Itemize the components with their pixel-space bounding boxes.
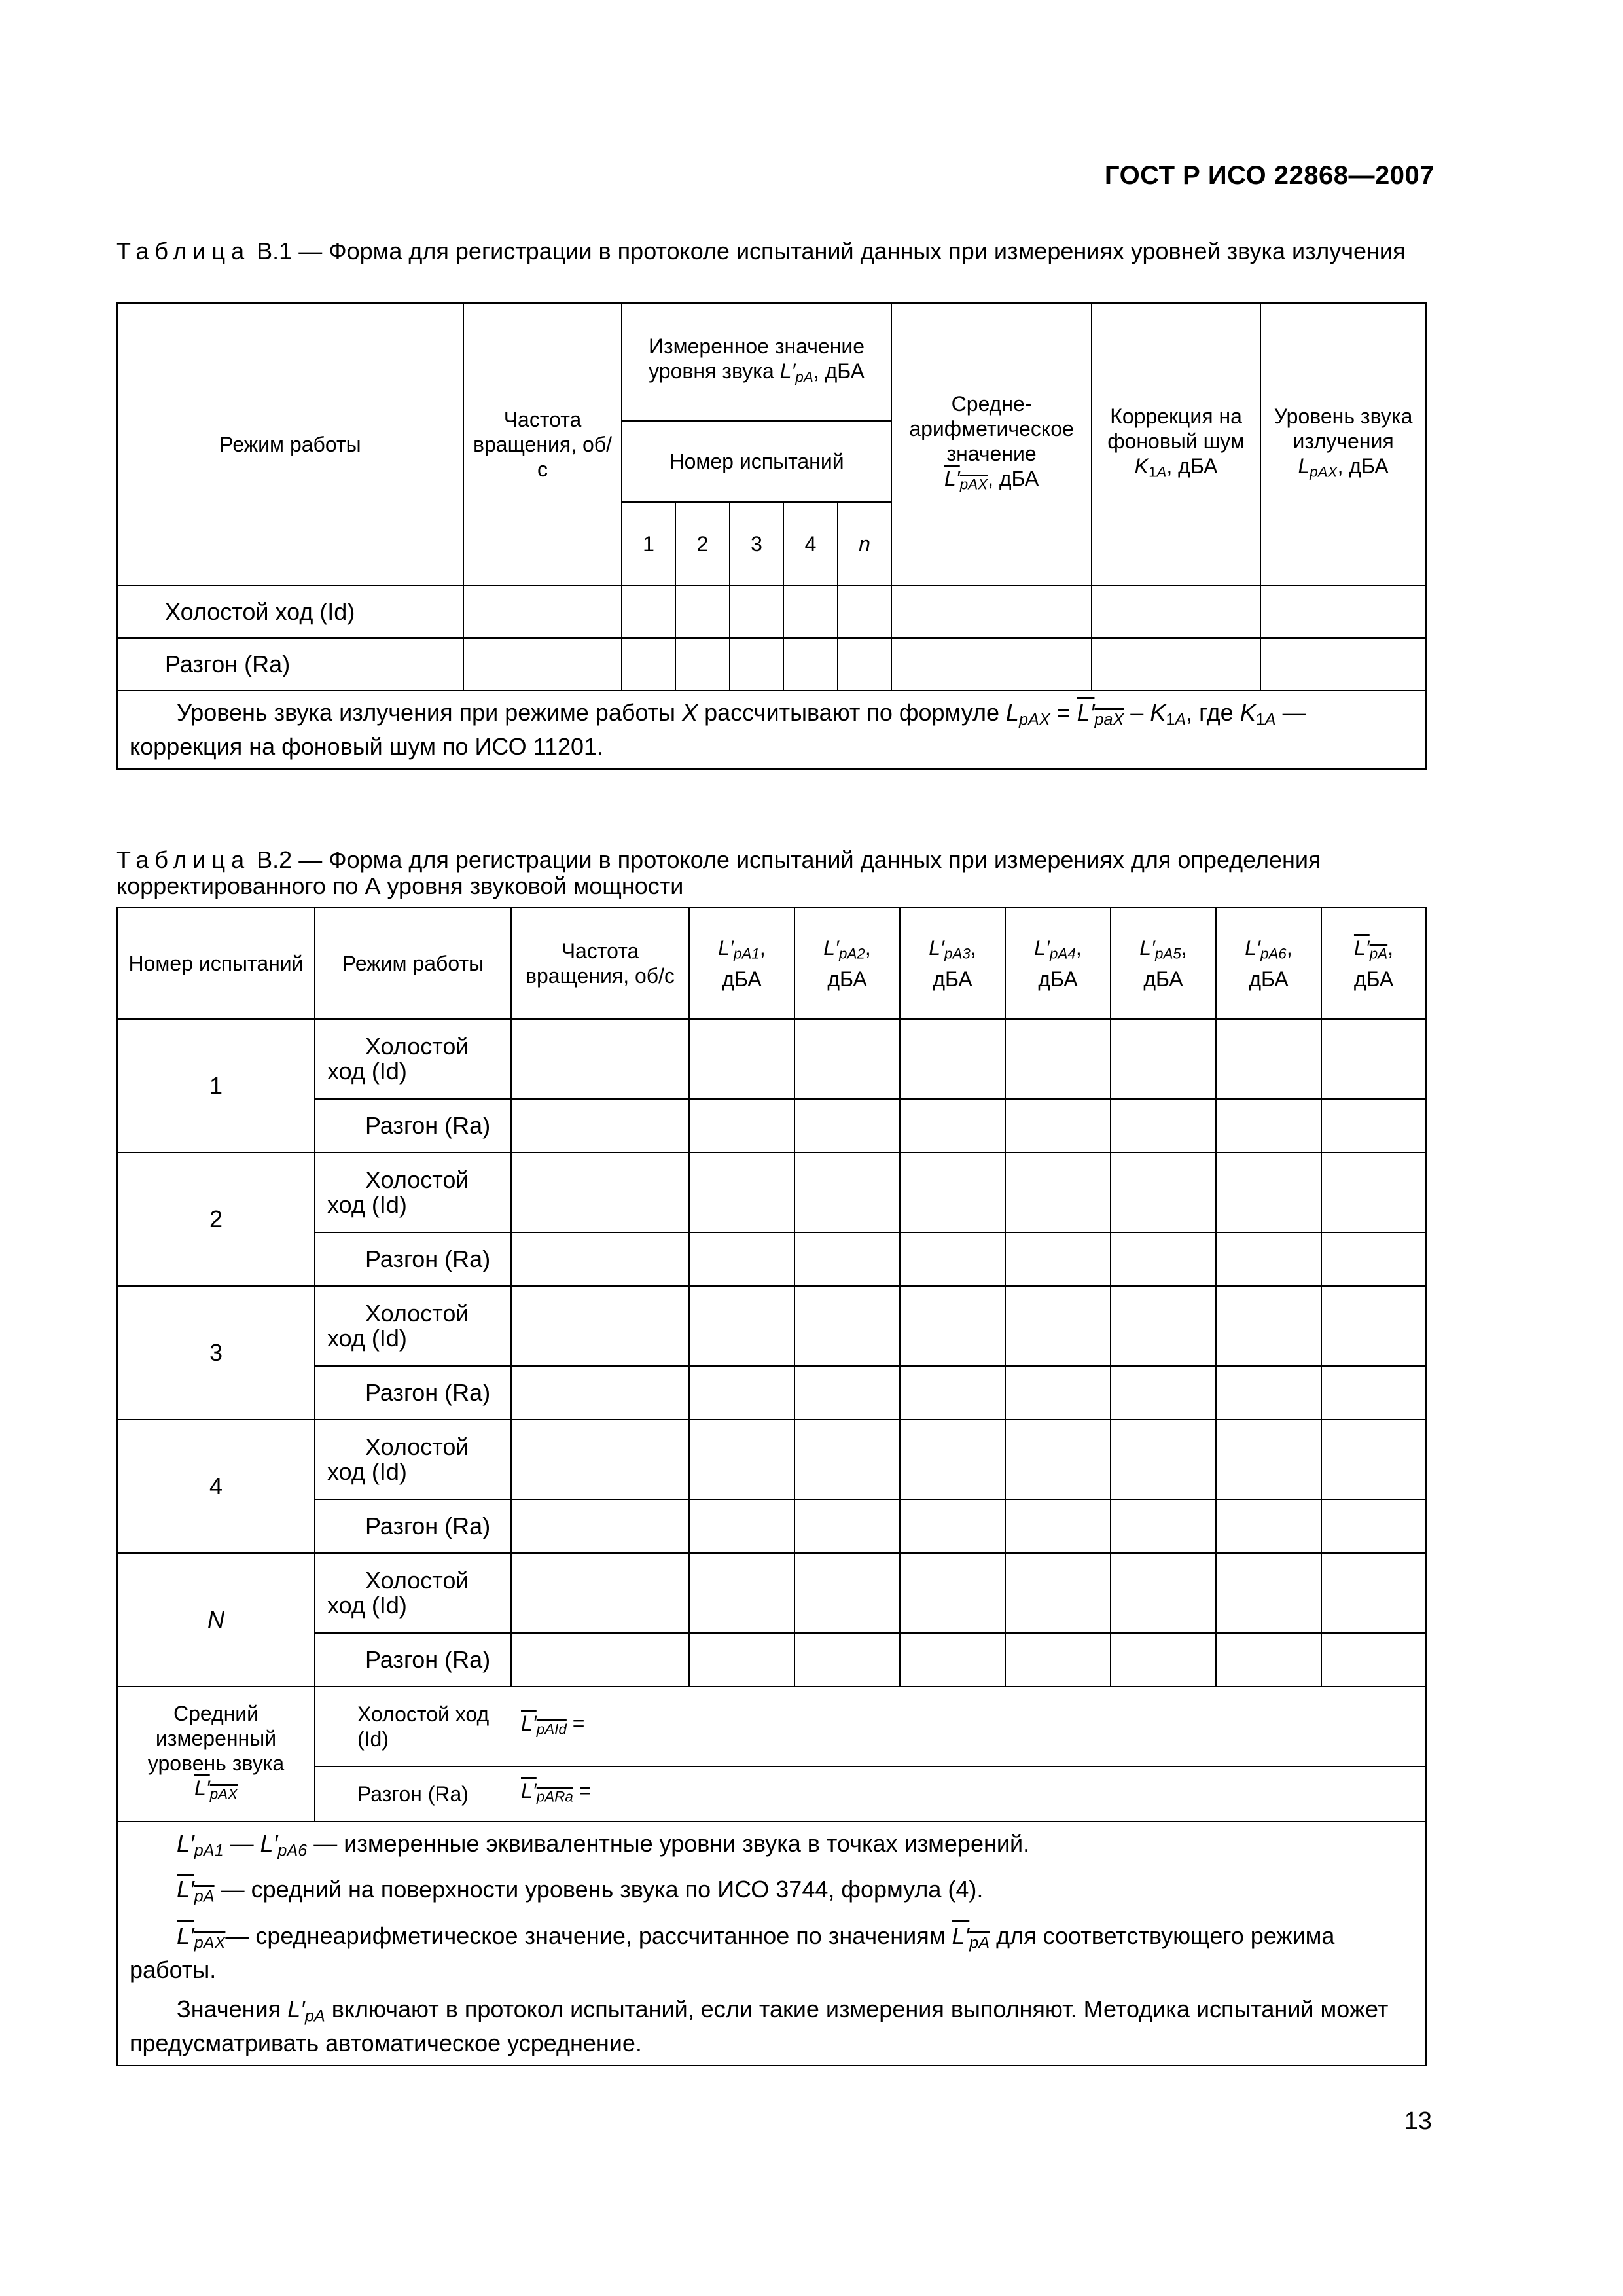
empty-cell xyxy=(1321,1633,1426,1687)
empty-cell xyxy=(689,1232,794,1286)
empty-cell xyxy=(1111,1099,1216,1153)
col-lpa2-header: $L'_{pA2}$, дБА xyxy=(794,908,900,1019)
col-lpa4-header: $L'_{pA4}$, дБА xyxy=(1005,908,1111,1019)
empty-cell xyxy=(689,1286,794,1366)
empty-cell xyxy=(1005,1099,1111,1153)
empty-cell xyxy=(689,1633,794,1687)
empty-cell xyxy=(511,1286,689,1366)
empty-cell xyxy=(1216,1286,1321,1366)
col-mean-header: Средне-арифметическое значение $L'_{pAX}$, дБА xyxy=(891,303,1092,586)
avg-ramp-formula: $L'_{pARa}$ = xyxy=(521,1779,592,1805)
empty-cell xyxy=(1005,1232,1111,1286)
empty-cell xyxy=(689,1153,794,1232)
col-frequency-header: Частота вращения, об/с xyxy=(463,303,622,586)
group-number-4: 4 xyxy=(117,1420,315,1553)
empty-cell xyxy=(1321,1420,1426,1499)
col-correction-header: Коррекция на фоновый шум $K_{1A}$, дБА xyxy=(1092,303,1260,586)
empty-cell xyxy=(1216,1153,1321,1232)
empty-cell xyxy=(794,1366,900,1420)
col-test-number-header: Номер испытаний xyxy=(117,908,315,1019)
empty-cell xyxy=(794,1553,900,1633)
empty-cell xyxy=(1321,1019,1426,1099)
empty-cell xyxy=(1005,1366,1111,1420)
empty-cell xyxy=(1321,1099,1426,1153)
col-measured-header: Измеренное значение уровня звука $L'_{pA}$, дБА xyxy=(622,303,891,421)
empty-cell xyxy=(900,1099,1005,1153)
empty-cell xyxy=(689,1420,794,1499)
mean-label: Средне-арифметическое значение xyxy=(909,392,1074,466)
empty-cell xyxy=(511,1420,689,1499)
page-number: 13 xyxy=(1404,2108,1432,2135)
group-3-mode-ramp: Разгон (Ra) xyxy=(315,1366,511,1420)
table1 xyxy=(116,302,1427,770)
empty-cell xyxy=(900,1420,1005,1499)
empty-cell xyxy=(1216,1420,1321,1499)
empty-cell xyxy=(794,1499,900,1553)
col-lpa1-header: $L'_{pA1}$, дБА xyxy=(689,908,794,1019)
empty-cell xyxy=(511,1366,689,1420)
table1-caption-text: В.1 — Форма для регистрации в протоколе испытаний данных при измерениях уровней звука излучения xyxy=(257,238,1406,264)
empty-cell xyxy=(689,1099,794,1153)
empty-cell xyxy=(794,1019,900,1099)
empty-cell xyxy=(1111,1153,1216,1232)
col-test-number-header: Номер испытаний xyxy=(622,421,891,502)
table1-note: Уровень звука излучения при режиме работы X рассчитывают по формуле $L_{pAX} = L'_{paX} - K_{1A}$, где $K_{1A}$ — коррекция на фоновый шум по ИСО 11201. xyxy=(117,691,1426,769)
test-number-n: n xyxy=(838,502,891,586)
avg-idle-row xyxy=(315,1687,1426,1767)
group-number-2: 2 xyxy=(117,1153,315,1286)
group-2-mode-idle: Холостой ход (Id) xyxy=(315,1153,511,1232)
empty-cell xyxy=(1216,1232,1321,1286)
empty-cell xyxy=(794,1286,900,1366)
empty-cell xyxy=(1216,1499,1321,1553)
empty-cell xyxy=(1005,1286,1111,1366)
col-mode-header: Режим работы xyxy=(315,908,511,1019)
correction-unit: , дБА xyxy=(1166,454,1218,478)
empty-cell xyxy=(1005,1553,1111,1633)
empty-cell xyxy=(511,1633,689,1687)
measured-label: Измеренное значение уровня звука xyxy=(648,334,865,384)
correction-label: Коррекция на фоновый шум xyxy=(1107,404,1245,454)
empty-cell xyxy=(1005,1633,1111,1687)
empty-cell xyxy=(689,1366,794,1420)
empty-cell xyxy=(1111,1420,1216,1499)
group-5-mode-idle: Холостой ход (Id) xyxy=(315,1553,511,1633)
empty-cell xyxy=(1111,1232,1216,1286)
col-lpa5-header: $L'_{pA5}$, дБА xyxy=(1111,908,1216,1019)
group-2-mode-ramp: Разгон (Ra) xyxy=(315,1232,511,1286)
empty-cell xyxy=(900,1366,1005,1420)
empty-cell xyxy=(1216,1553,1321,1633)
col-mode-header: Режим работы xyxy=(117,303,463,586)
empty-cell xyxy=(900,1499,1005,1553)
empty-cell xyxy=(1216,1366,1321,1420)
group-3-mode-idle: Холостой ход (Id) xyxy=(315,1286,511,1366)
group-number-3: 3 xyxy=(117,1286,315,1420)
avg-ramp-row xyxy=(315,1767,1426,1821)
empty-cell xyxy=(1216,1019,1321,1099)
empty-cell xyxy=(900,1153,1005,1232)
group-4-mode-ramp: Разгон (Ra) xyxy=(315,1499,511,1553)
empty-cell xyxy=(689,1499,794,1553)
empty-cell xyxy=(1321,1499,1426,1553)
empty-cell xyxy=(900,1633,1005,1687)
col-frequency-header: Частота вращения, об/с xyxy=(511,908,689,1019)
empty-cell xyxy=(689,1019,794,1099)
avg-idle-mode: Холостой ход (Id) xyxy=(357,1702,490,1751)
empty-cell xyxy=(900,1232,1005,1286)
group-number-5: N xyxy=(117,1553,315,1687)
empty-cell xyxy=(1321,1232,1426,1286)
row-ramp-label: Разгон (Ra) xyxy=(117,638,463,691)
row-idle-label: Холостой ход (Id) xyxy=(117,586,463,638)
empty-cell xyxy=(794,1232,900,1286)
empty-cell xyxy=(1111,1553,1216,1633)
empty-cell xyxy=(1111,1633,1216,1687)
level-unit: , дБА xyxy=(1337,454,1389,478)
empty-cell xyxy=(1111,1019,1216,1099)
empty-cell xyxy=(1321,1366,1426,1420)
table2-notes xyxy=(117,1821,1426,2066)
table2-caption-prefix: Таблица xyxy=(116,846,251,873)
empty-cell xyxy=(511,1232,689,1286)
table1-caption xyxy=(116,238,1425,264)
table2-caption xyxy=(116,847,1425,899)
group-number-1: 1 xyxy=(117,1019,315,1153)
group-1-mode-ramp: Разгон (Ra) xyxy=(315,1099,511,1153)
note-line-1: $L'_{pA1}$ — $L'_{pA6}$ — измеренные эквивалентные уровни звука в точках измерений. xyxy=(177,1830,1030,1860)
avg-ramp-mode: Разгон (Ra) xyxy=(357,1782,469,1806)
empty-cell xyxy=(1005,1499,1111,1553)
empty-cell xyxy=(794,1153,900,1232)
test-number-4: 4 xyxy=(783,502,838,586)
group-4-mode-idle: Холостой ход (Id) xyxy=(315,1420,511,1499)
empty-cell xyxy=(1111,1366,1216,1420)
col-lpa3-header: $L'_{pA3}$, дБА xyxy=(900,908,1005,1019)
empty-cell xyxy=(794,1099,900,1153)
empty-cell xyxy=(1111,1286,1216,1366)
avg-idle-formula: $L'_{pAId}$ = xyxy=(521,1712,585,1738)
measured-unit: , дБА xyxy=(813,359,865,384)
empty-cell xyxy=(1321,1286,1426,1366)
group-1-mode-idle: Холостой ход (Id) xyxy=(315,1019,511,1099)
empty-cell xyxy=(900,1286,1005,1366)
note-line-2: $L'_{pA}$ — средний на поверхности уровень звука по ИСО 3744, формула (4). xyxy=(177,1876,984,1906)
empty-cell xyxy=(689,1553,794,1633)
note-line-4: Значения $L'_{pA}$ включают в протокол испытаний, если такие измерения выполняют. Методика испытаний может предусматривать автоматическое усреднение. xyxy=(130,1995,1389,2057)
empty-cell xyxy=(1321,1153,1426,1232)
empty-cell xyxy=(900,1553,1005,1633)
empty-cell xyxy=(794,1420,900,1499)
level-label: Уровень звука излучения xyxy=(1274,404,1413,454)
empty-cell xyxy=(511,1553,689,1633)
empty-cell xyxy=(900,1019,1005,1099)
group-5-mode-ramp: Разгон (Ra) xyxy=(315,1633,511,1687)
table2 xyxy=(116,907,1427,2066)
standard-number: ГОСТ Р ИСО 22868—2007 xyxy=(1104,161,1435,190)
empty-cell xyxy=(1005,1420,1111,1499)
test-number-2: 2 xyxy=(675,502,730,586)
empty-cell xyxy=(1005,1019,1111,1099)
mean-unit: , дБА xyxy=(988,467,1039,491)
empty-cell xyxy=(1216,1633,1321,1687)
col-lpa6-header: $L'_{pA6}$, дБА xyxy=(1216,908,1321,1019)
col-level-header: Уровень звука излучения $L_{pAX}$, дБА xyxy=(1260,303,1426,586)
note-line-3: $L'_{pAX}—$ среднеарифметическое значение, рассчитанное по значениям $L'_{pA}$ для соответствующего режима работы. xyxy=(130,1922,1335,1983)
table2-caption-text: В.2 — Форма для регистрации в протоколе испытаний данных при измерениях для определения корректированного по А уровня звуковой мощности xyxy=(116,846,1321,899)
empty-cell xyxy=(511,1153,689,1232)
empty-cell xyxy=(1216,1099,1321,1153)
test-number-3: 3 xyxy=(730,502,783,586)
col-lpa-mean-header: $L'_{pA}$, дБА xyxy=(1321,908,1426,1019)
empty-cell xyxy=(1005,1153,1111,1232)
empty-cell xyxy=(1321,1553,1426,1633)
empty-cell xyxy=(511,1099,689,1153)
table1-caption-prefix: Таблица xyxy=(116,238,251,264)
empty-cell xyxy=(1111,1499,1216,1553)
empty-cell xyxy=(511,1019,689,1099)
empty-cell xyxy=(511,1499,689,1553)
avg-level-label: Средний измеренный уровень звука $L'_{pAX}$ xyxy=(117,1687,315,1821)
test-number-1: 1 xyxy=(622,502,675,586)
empty-cell xyxy=(794,1633,900,1687)
